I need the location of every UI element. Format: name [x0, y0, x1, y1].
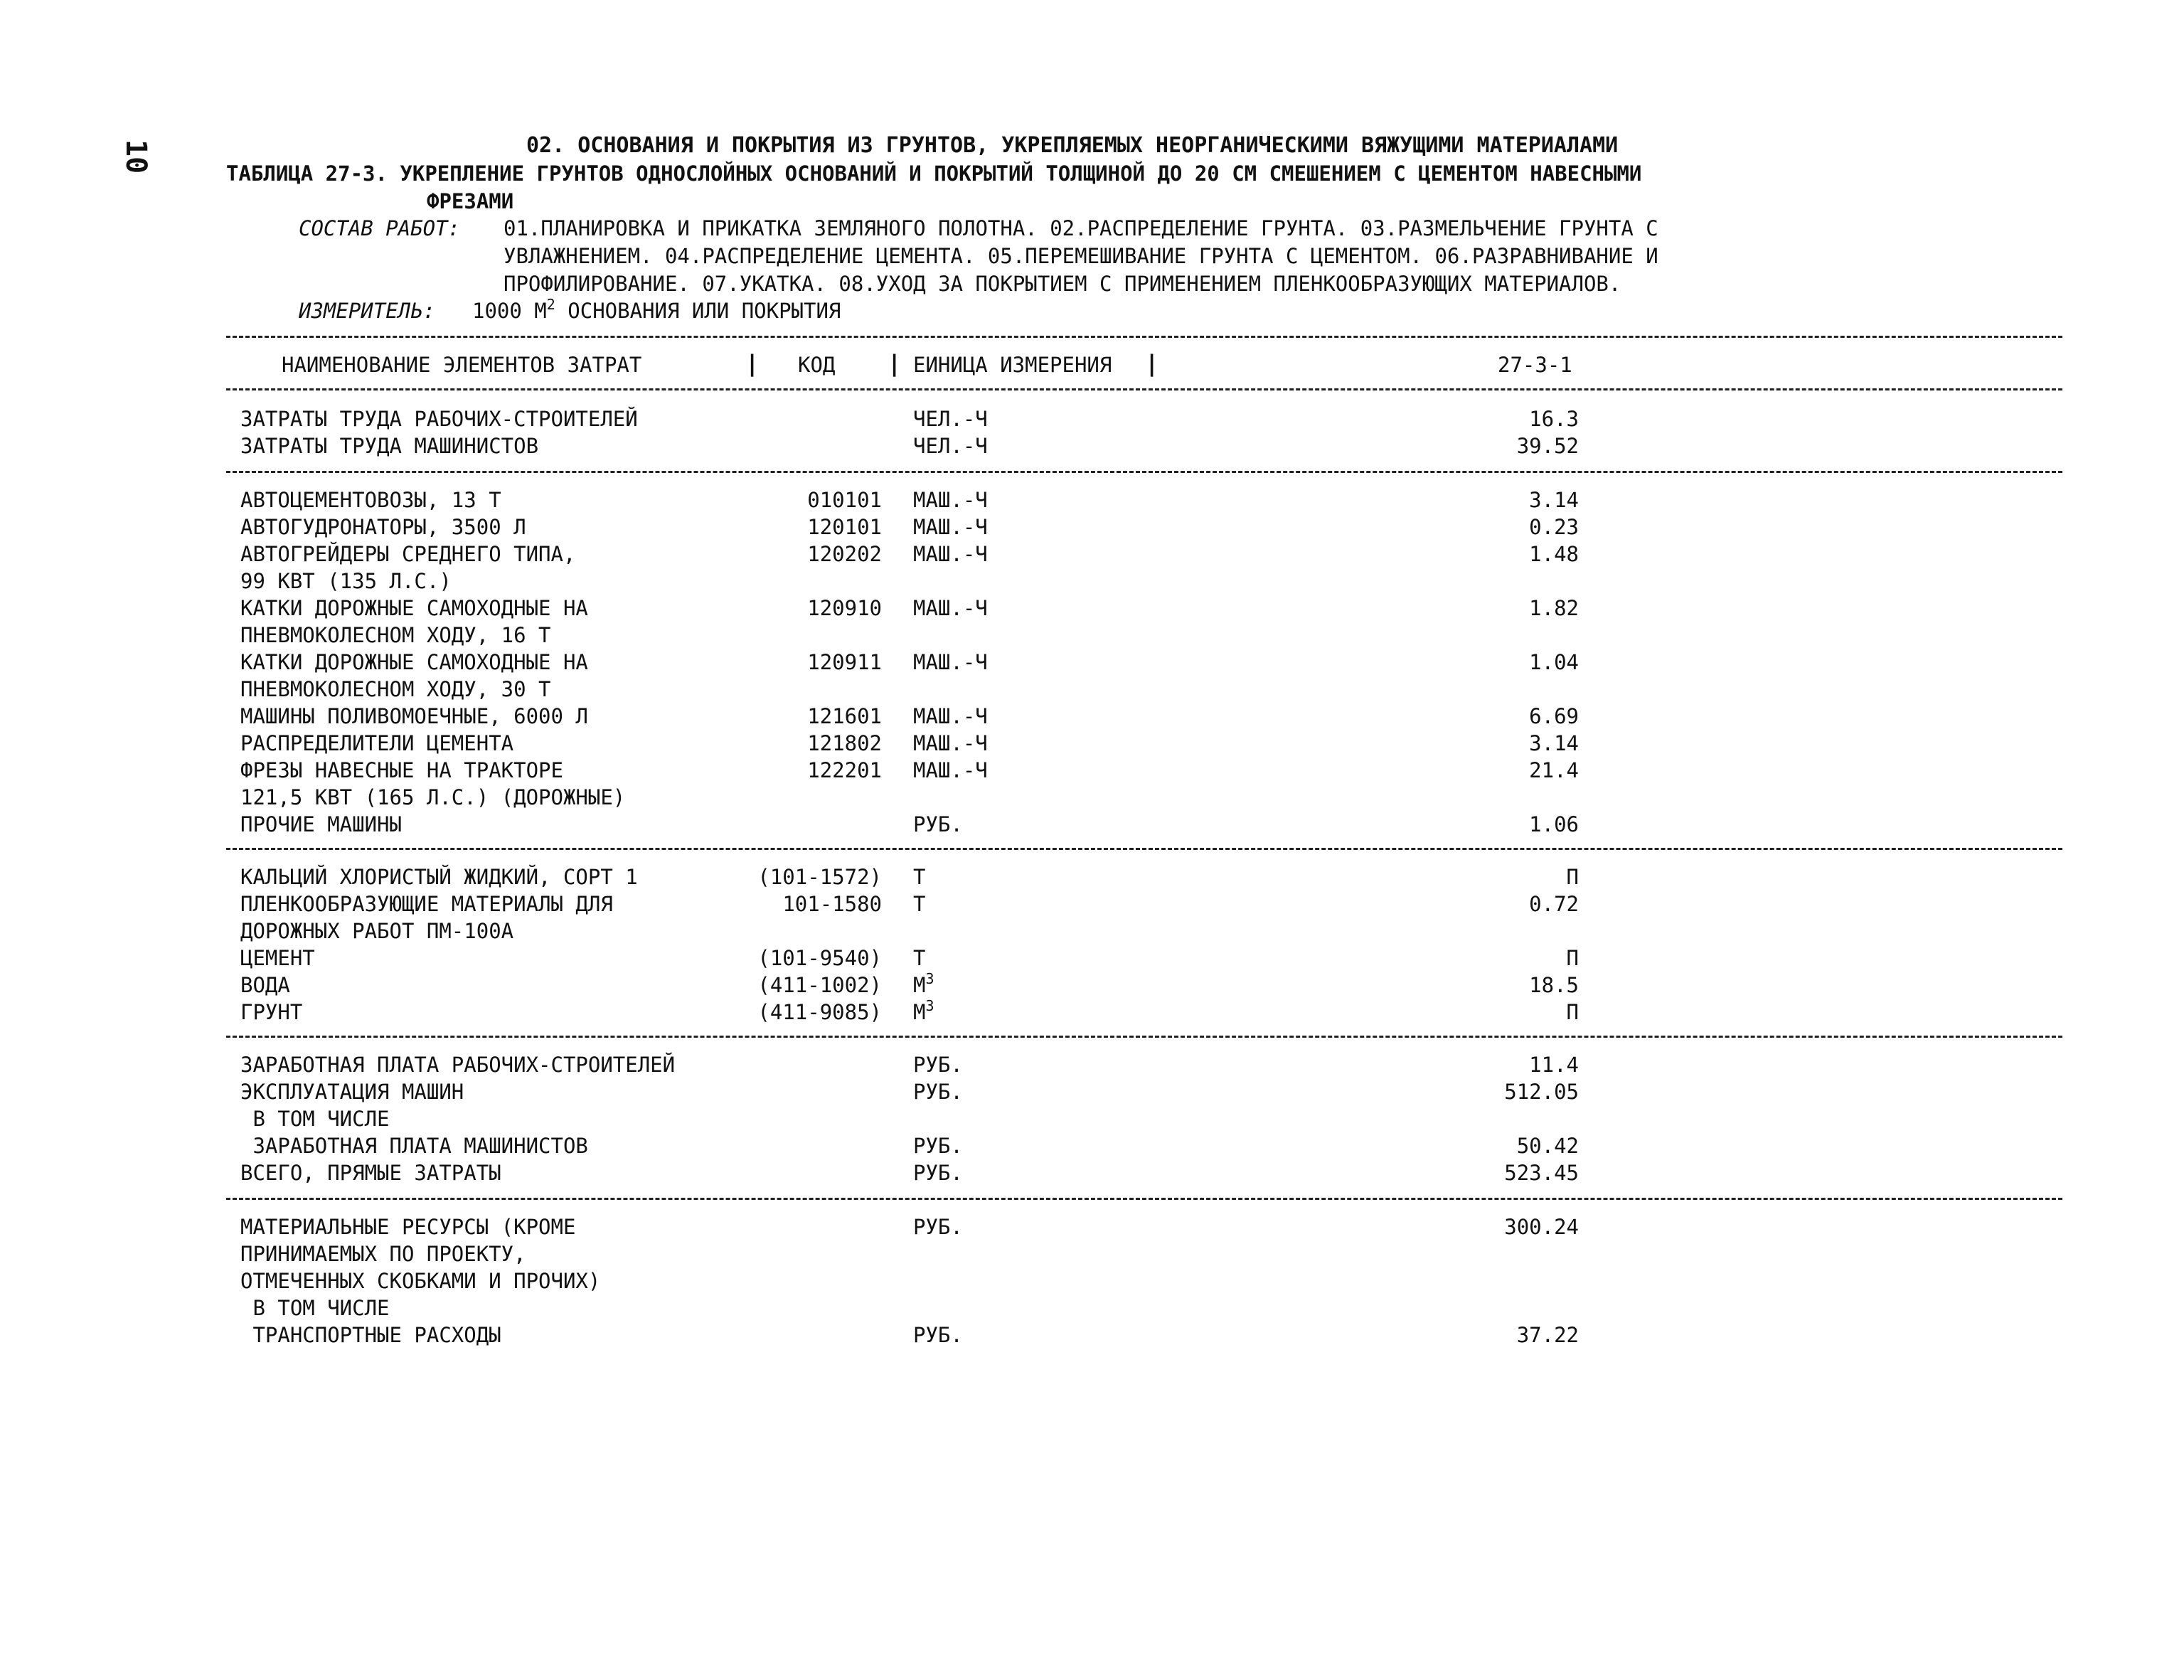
row-code: (411-1002): [757, 973, 882, 997]
column-header-name: НАИМЕНОВАНИЕ ЭЛЕМЕНТОВ ЗАТРАТ: [282, 353, 642, 377]
row-value: 3.14: [1529, 488, 1579, 512]
row-code: 121802: [807, 731, 882, 755]
row-unit: $М^3$: [913, 997, 934, 1024]
table-row: [0, 918, 2184, 945]
table-row: [0, 863, 2184, 890]
composition-label: СОСТАВ РАБОТ:: [299, 216, 460, 240]
row-name: ТРАНСПОРТНЫЕ РАСХОДЫ: [240, 1323, 501, 1347]
row-value: 523.45: [1504, 1161, 1579, 1185]
table-row: [0, 1322, 2184, 1349]
row-name: ВСЕГО, ПРЯМЫЕ ЗАТРАТЫ: [240, 1161, 501, 1185]
row-name: ЗАРАБОТНАЯ ПЛАТА РАБОЧИХ-СТРОИТЕЛЕЙ: [240, 1053, 676, 1077]
row-name: ПРИНИМАЕМЫХ ПО ПРОЕКТУ,: [240, 1242, 526, 1266]
table-row: [0, 1132, 2184, 1159]
row-value: 300.24: [1504, 1215, 1579, 1239]
section-title: 02. ОСНОВАНИЯ И ПОКРЫТИЯ ИЗ ГРУНТОВ, УКРЕПЛЯЕМЫХ НЕОРГАНИЧЕСКИМИ ВЯЖУЩИМИ МАТЕРИАЛАМИ: [526, 133, 1619, 158]
row-value: П: [1566, 946, 1579, 970]
row-code: (101-9540): [757, 946, 882, 970]
row-name: 99 КВТ (135 Л.С.): [240, 569, 452, 593]
row-code: 121601: [807, 704, 882, 728]
row-code: 101-1580: [782, 892, 882, 916]
table-row: [0, 487, 2184, 514]
table-row: [0, 1159, 2184, 1186]
row-name: ЗАТРАТЫ ТРУДА МАШИНИСТОВ: [240, 434, 539, 458]
table-row: [0, 1078, 2184, 1105]
table-row: [0, 541, 2184, 568]
row-value: 0.72: [1529, 892, 1579, 916]
row-value: 1.82: [1529, 596, 1579, 620]
row-unit: МАШ.-Ч: [913, 758, 988, 782]
row-name: МАТЕРИАЛЬНЫЕ РЕСУРСЫ (КРОМЕ: [240, 1215, 576, 1239]
row-unit: МАШ.-Ч: [913, 542, 988, 566]
composition-line-1: 01.ПЛАНИРОВКА И ПРИКАТКА ЗЕМЛЯНОГО ПОЛОТНА. 02.РАСПРЕДЕЛЕНИЕ ГРУНТА. 03.РАЗМЕЛЬЧЕНИЕ ГРУНТА С: [504, 216, 1658, 240]
row-name: АВТОГРЕЙДЕРЫ СРЕДНЕГО ТИПА,: [240, 542, 576, 566]
column-header-value: 27-3-1: [1498, 353, 1572, 377]
table-row: [0, 1294, 2184, 1322]
row-value: 37.22: [1516, 1323, 1579, 1347]
row-name: 121,5 КВТ (165 Л.С.) (ДОРОЖНЫЕ): [240, 785, 626, 809]
row-name: ВОДА: [240, 973, 290, 997]
table-row: [0, 568, 2184, 595]
divider: [226, 1198, 2062, 1200]
row-unit: Т: [913, 865, 926, 889]
divider: [226, 1036, 2062, 1038]
table-row: [0, 999, 2184, 1026]
table-row: [0, 945, 2184, 972]
table-row: [0, 811, 2184, 838]
row-code: (101-1572): [757, 865, 882, 889]
table-row: [0, 784, 2184, 811]
composition-line-3: ПРОФИЛИРОВАНИЕ. 07.УКАТКА. 08.УХОД ЗА ПОКРЫТИЕМ С ПРИМЕНЕНИЕМ ПЛЕНКООБРАЗУЮЩИХ МАТЕРИАЛОВ.: [504, 272, 1621, 296]
measure-label: ИЗМЕРИТЕЛЬ:: [299, 299, 436, 323]
row-value: 21.4: [1529, 758, 1579, 782]
table-row: [0, 703, 2184, 730]
row-value: 11.4: [1529, 1053, 1579, 1077]
divider: [226, 336, 2062, 338]
table-row: [0, 1213, 2184, 1240]
divider: [226, 848, 2062, 850]
row-name: ЭКСПЛУАТАЦИЯ МАШИН: [240, 1080, 464, 1104]
table-title: ТАБЛИЦА 27-3. УКРЕПЛЕНИЕ ГРУНТОВ ОДНОСЛОЙНЫХ ОСНОВАНИЙ И ПОКРЫТИЙ ТОЛЩИНОЙ ДО 20 СМ СМЕШЕНИЕМ С ЦЕМЕНТОМ НАВЕСНЫМИ: [226, 161, 1642, 186]
row-value: 50.42: [1516, 1134, 1579, 1158]
row-unit: $М^3$: [913, 970, 934, 997]
row-value: 3.14: [1529, 731, 1579, 755]
column-separator: |: [1145, 350, 1159, 377]
row-unit: РУБ.: [913, 812, 963, 836]
table-row: [0, 1240, 2184, 1267]
table-row: [0, 1051, 2184, 1078]
table-row: [0, 676, 2184, 703]
column-separator: |: [888, 350, 902, 377]
column-header-unit: ЕИНИЦА ИЗМЕРЕНИЯ: [913, 353, 1112, 377]
row-value: П: [1566, 865, 1579, 889]
row-value: 18.5: [1529, 973, 1579, 997]
row-unit: МАШ.-Ч: [913, 704, 988, 728]
row-name: ГРУНТ: [240, 1000, 303, 1024]
row-value: 1.04: [1529, 650, 1579, 674]
row-name: КАТКИ ДОРОЖНЫЕ САМОХОДНЫЕ НА: [240, 596, 588, 620]
row-name: В ТОМ ЧИСЛЕ: [240, 1107, 390, 1131]
row-name: ПНЕВМОКОЛЕСНОМ ХОДУ, 16 Т: [240, 623, 551, 647]
row-name: КАЛЬЦИЙ ХЛОРИСТЫЙ ЖИДКИЙ, СОРТ 1: [240, 865, 638, 889]
row-code: 120101: [807, 515, 882, 539]
column-header-code: КОД: [798, 353, 836, 377]
row-value: П: [1566, 1000, 1579, 1024]
row-name: В ТОМ ЧИСЛЕ: [240, 1296, 390, 1320]
row-name: ЦЕМЕНТ: [240, 946, 315, 970]
row-unit: ЧЕЛ.-Ч: [913, 434, 988, 458]
table-row: [0, 405, 2184, 432]
row-unit: РУБ.: [913, 1323, 963, 1347]
row-name: АВТОЦЕМЕНТОВОЗЫ, 13 Т: [240, 488, 501, 512]
table-row: [0, 622, 2184, 649]
table-row: [0, 1267, 2184, 1294]
row-value: 512.05: [1504, 1080, 1579, 1104]
row-code: 120911: [807, 650, 882, 674]
row-unit: РУБ.: [913, 1134, 963, 1158]
row-name: ОТМЕЧЕННЫХ СКОБКАМИ И ПРОЧИХ): [240, 1269, 601, 1293]
table-title-continued: ФРЕЗАМИ: [427, 189, 514, 213]
row-value: 16.3: [1529, 407, 1579, 431]
row-unit: Т: [913, 946, 926, 970]
divider: [226, 388, 2062, 390]
table-row: [0, 595, 2184, 622]
row-name: ПНЕВМОКОЛЕСНОМ ХОДУ, 30 Т: [240, 677, 551, 701]
table-row: [0, 432, 2184, 459]
composition-line-2: УВЛАЖНЕНИЕМ. 04.РАСПРЕДЕЛЕНИЕ ЦЕМЕНТА. 05.ПЕРЕМЕШИВАНИЕ ГРУНТА С ЦЕМЕНТОМ. 06.РАЗРАВНИВАНИЕ И: [504, 244, 1658, 268]
column-separator: |: [745, 350, 760, 377]
row-code: 120202: [807, 542, 882, 566]
row-name: ПЛЕНКООБРАЗУЮЩИЕ МАТЕРИАЛЫ ДЛЯ: [240, 892, 613, 916]
row-name: АВТОГУДРОНАТОРЫ, 3500 Л: [240, 515, 526, 539]
row-unit: МАШ.-Ч: [913, 488, 988, 512]
page-number: 10: [119, 139, 152, 174]
divider: [226, 471, 2062, 473]
row-value: 6.69: [1529, 704, 1579, 728]
row-code: 010101: [807, 488, 882, 512]
row-unit: Т: [913, 892, 926, 916]
row-name: ЗАТРАТЫ ТРУДА РАБОЧИХ-СТРОИТЕЛЕЙ: [240, 407, 638, 431]
row-name: ФРЕЗЫ НАВЕСНЫЕ НА ТРАКТОРЕ: [240, 758, 563, 782]
measure-value: 1000 $М^2$ ОСНОВАНИЯ ИЛИ ПОКРЫТИЯ: [472, 296, 841, 323]
row-name: ДОРОЖНЫХ РАБОТ ПМ-100А: [240, 919, 514, 943]
table-row: [0, 757, 2184, 784]
row-unit: ЧЕЛ.-Ч: [913, 407, 988, 431]
row-code: (411-9085): [757, 1000, 882, 1024]
row-value: 0.23: [1529, 515, 1579, 539]
row-name: МАШИНЫ ПОЛИВОМОЕЧНЫЕ, 6000 Л: [240, 704, 588, 728]
row-name: ЗАРАБОТНАЯ ПЛАТА МАШИНИСТОВ: [240, 1134, 588, 1158]
table-row: [0, 1105, 2184, 1132]
row-unit: МАШ.-Ч: [913, 596, 988, 620]
row-unit: МАШ.-Ч: [913, 650, 988, 674]
row-unit: РУБ.: [913, 1161, 963, 1185]
table-row: [0, 972, 2184, 999]
table-row: [0, 514, 2184, 541]
row-value: 1.48: [1529, 542, 1579, 566]
table-row: [0, 890, 2184, 918]
table-row: [0, 649, 2184, 676]
row-unit: МАШ.-Ч: [913, 731, 988, 755]
row-unit: РУБ.: [913, 1080, 963, 1104]
row-unit: РУБ.: [913, 1215, 963, 1239]
row-code: 120910: [807, 596, 882, 620]
table-row: [0, 730, 2184, 757]
row-name: ПРОЧИЕ МАШИНЫ: [240, 812, 402, 836]
row-value: 1.06: [1529, 812, 1579, 836]
row-name: РАСПРЕДЕЛИТЕЛИ ЦЕМЕНТА: [240, 731, 514, 755]
row-unit: МАШ.-Ч: [913, 515, 988, 539]
row-code: 122201: [807, 758, 882, 782]
row-name: КАТКИ ДОРОЖНЫЕ САМОХОДНЫЕ НА: [240, 650, 588, 674]
row-value: 39.52: [1516, 434, 1579, 458]
row-unit: РУБ.: [913, 1053, 963, 1077]
